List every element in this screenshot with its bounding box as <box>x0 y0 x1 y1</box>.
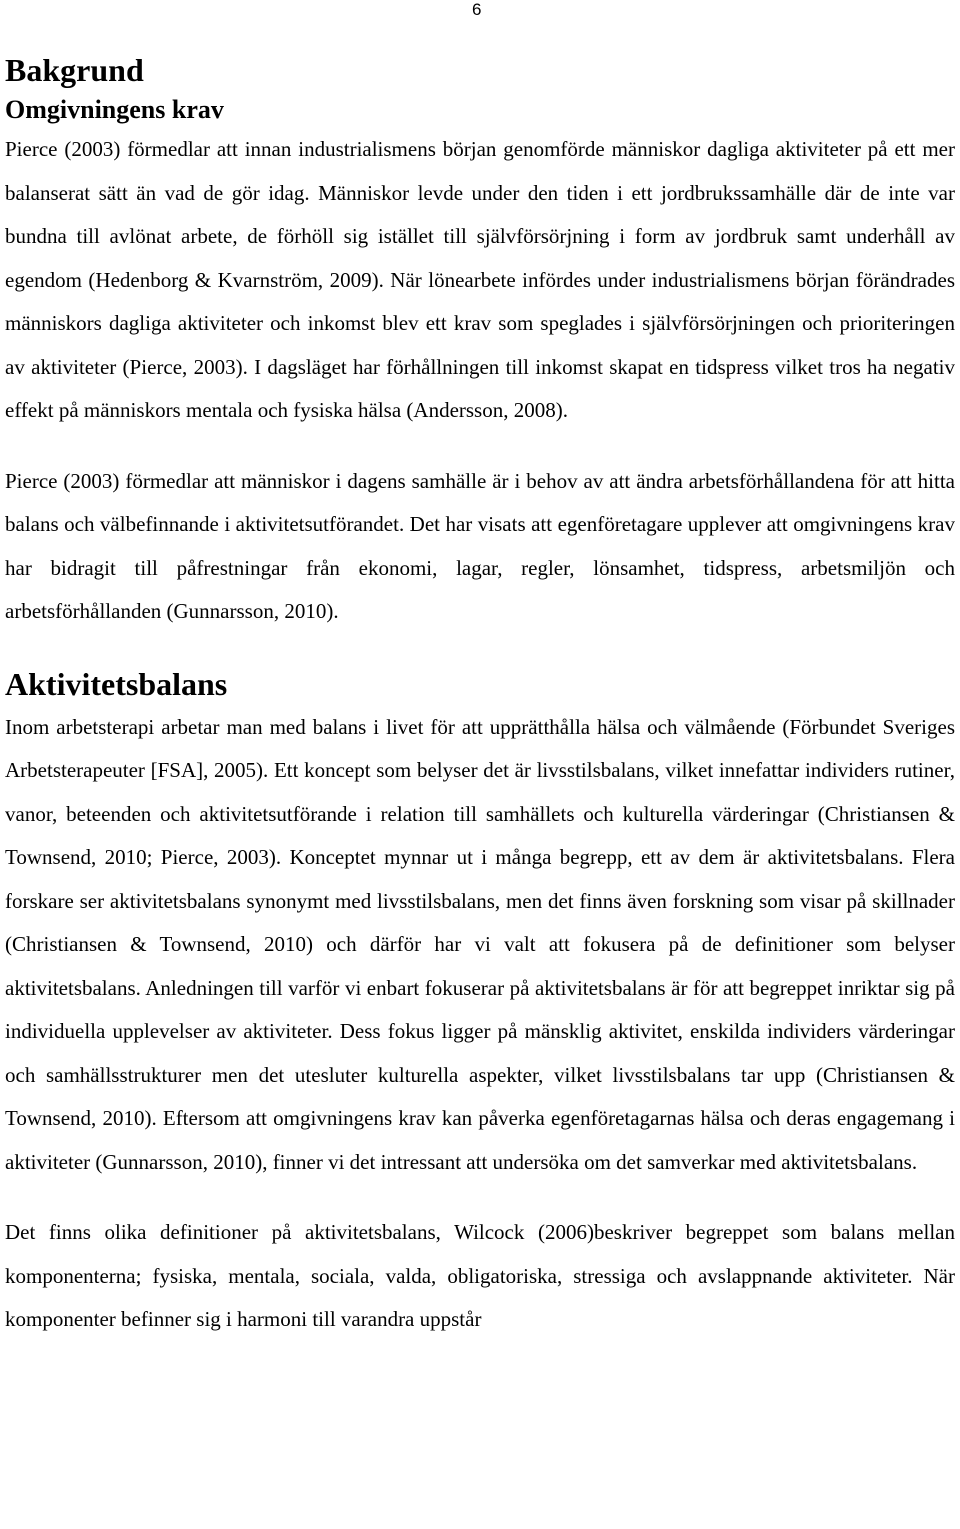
heading-aktivitetsbalans: Aktivitetsbalans <box>5 665 228 702</box>
paragraph: Det finns olika definitioner på aktivitetsbalans, Wilcock (2006)beskriver begreppet som balans mellan komponenterna; fysiska, mentala, sociala, valda, obligatoriska, stressiga och avslappnande aktiviteter. När komponenter befinner sig i harmoni till varandra uppstår <box>5 1220 955 1331</box>
heading-bakgrund: Bakgrund <box>5 52 144 88</box>
paragraph: Inom arbetsterapi arbetar man med balans i livet för att upprätthålla hälsa och välmående (Förbundet Sveriges Arbetsterapeuter [FSA], 2005). Ett koncept som belyser det är livsstilsbalans, vilket innefattar individers rutiner, vanor, beteenden och aktivitetsutförande i relation till samhällets och kulturella värderingar (Christiansen & Townsend, 2010; Pierce, 2003). Konceptet mynnar ut i många begrepp, ett av dem är aktivitetsbalans. Flera forskare ser aktivitetsbalans synonymt med livsstilsbalans, men det finns även forskning som visar på skillnader (Christiansen & Townsend, 2010) och därför har vi valt att fokusera på de definitioner som belyser aktivitetsbalans. Anledningen till varför vi enbart fokuserar på aktivitetsbalans är för att begreppet inriktar sig på individuella upplevelser av aktiviteter. Dess fokus ligger på mänsklig aktivitet, enskilda individers värderingar och samhällsstrukturer men det utesluter kulturella aspekter, vilket livsstilsbalans tar upp (Christiansen & Townsend, 2010). Eftersom att omgivningens krav kan påverka egenföretagarnas hälsa och deras engagemang i aktiviteter (Gunnarsson, 2010), finner vi det intressant att undersöka om det samverkar med aktivitetsbalans. <box>5 714 955 1174</box>
paragraph: Pierce (2003) förmedlar att människor i dagens samhälle är i behov av att ändra arbetsförhållandena för att hitta balans och välbefinnande i aktivitetsutförandet. Det har visats att egenföretagare upplever att omgivningens krav har bidragit till påfrestningar från ekonomi, lagar, regler, lönsamhet, tidspress, arbetsmiljön och arbetsförhållanden (Gunnarsson, 2010). <box>5 468 955 623</box>
subheading-omgivningens-krav: Omgivningens krav <box>5 95 224 124</box>
page-number: 6 <box>472 0 482 19</box>
paragraph: Pierce (2003) förmedlar att innan industrialismens början genomförde människor dagliga aktiviteter på ett mer balanserat sätt än vad de gör idag. Människor levde under den tiden i ett jordbrukssamhälle där de inte var bundna till avlönat arbete, de förhöll sig istället till självförsörjning i form av jordbruk samt underhåll av egendom (Hedenborg & Kvarnström, 2009). När lönearbete infördes under industrialismens början förändrades människors dagliga aktiviteter och inkomst blev ett krav som speglades i självförsörjningen och prioriteringen av aktiviteter (Pierce, 2003). I dagsläget har förhållningen till inkomst skapat en tidspress vilket tros ha negativ effekt på människors mentala och fysiska hälsa (Andersson, 2008). <box>5 137 955 422</box>
document-body <box>5 48 955 1342</box>
